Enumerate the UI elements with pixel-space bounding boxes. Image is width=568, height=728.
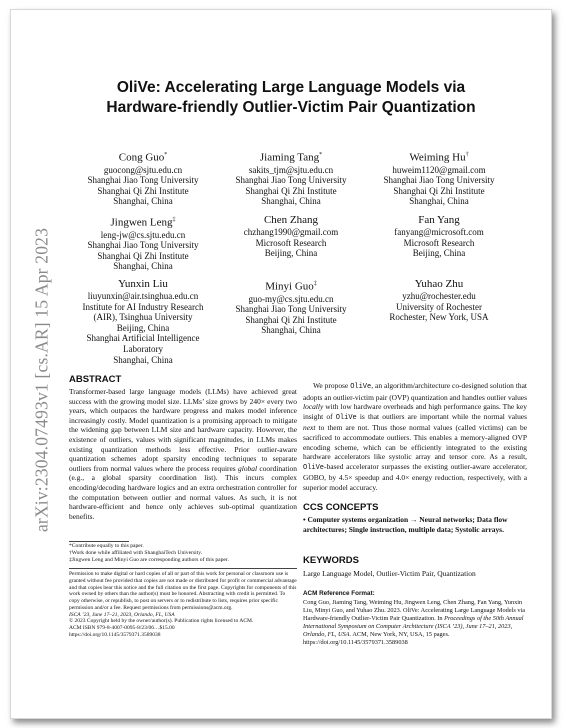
author-block: Yuhao Zhu yzhu@rochester.edu University of Rochester Rochester, New York, USA [389,278,489,323]
ccs-concepts: • Computer systems organization → Neural networks; Data flow architectures; Single instruction, multiple data; Systolic arrays. [303,515,508,534]
author-block: Chen Zhang chzhang1990@gmail.com Microsoft Research Beijing, China [243,214,339,259]
ccs-heading: CCS CONCEPTS [303,502,379,513]
author-block: Fan Yang fanyang@microsoft.com Microsoft Research Beijing, China [394,214,484,259]
abstract-heading: ABSTRACT [69,374,122,385]
author-block: Yunxin Liu liuyunxin@air.tsinghua.edu.cn Institute for AI Industry Research (AIR), Tsinghua University Beijing, China Shanghai Artificial Intelligence Laboratory Shanghai, China [82,278,204,365]
keywords-heading: KEYWORDS [303,555,359,566]
abstract-body: Transformer-based large language models (LLMs) have achieved great success with the growing model size. LLMs’ size grows by 240× every two years, which outpaces the hardware progress and makes model inference increasingly costly. Model quantization is a promising approach to mitigate the widening gap between LLM size and hardware capacity. However, the existence of outliers, values with significant magnitudes, in LLMs makes existing quantization methods less effective. Prior outlier-aware quantization schemes adopt sparsity encoding techniques to separate outliers from normal values where the process requires global coordination (e.g., a global sparsity coordination list). This incurs complex encoding/decoding hardware logics and an extra orchestration controller for the computation between outlier and normal values. As such, it is not hardware-efficient and hence only achieves sub-optimal quantization benefits. [69,387,297,521]
permission-notice: Permission to make digital or hard copies of all or part of this work for personal or classroom use is granted without fee provided that copies are not made or distributed for profit or commercial advantage and that copies bear this notice and the full citation on the first page. Copyrights for components of this work owned by others than the author(s) must be honored. Abstracting with credit is permitted. To copy otherwise, or republish, to post on servers or to redistribute to lists, requires prior specific permission and/or a fee. Request permissions from permissions@acm.org. ISCA ’23, June 17–21, 2023, Orlando, FL, USA © 2023 Copyright held by the owner/author(s). Publication rights licensed to ACM. ACM ISBN 979-8-4007-0095-8/23/06…$15.00 https://doi.org/10.1145/3579371.3589038 [69,571,297,638]
keywords-text: Large Language Model, Outlier-Victim Pair, Quantization [303,569,476,578]
reference-format-heading: ACM Reference Format: [303,590,375,597]
author-block: Jiaming Tang* sakits_tjm@sjtu.edu.cn Shanghai Jiao Tong University Shanghai Qi Zhi Institute Shanghai, China [235,151,347,207]
author-block: Weiming Hu† huweim1120@gmail.com Shanghai Jiao Tong University Shanghai Qi Zhi Institute Shanghai, China [383,151,495,207]
paper-title: OliVe: Accelerating Large Language Models via Hardware-friendly Outlier-Victim Pair Quantization [106,79,476,116]
author-block: Minyi Guo‡ guo-my@cs.sjtu.edu.cn Shanghai Jiao Tong University Shanghai Qi Zhi Institute Shanghai, China [235,280,347,336]
permission-rule [69,568,297,569]
author-block: Jingwen Leng‡ leng-jw@cs.sjtu.edu.cn Shanghai Jiao Tong University Shanghai Qi Zhi Institute Shanghai, China [87,216,199,272]
arxiv-stamp: arXiv:2304.07493v1 [cs.AR] 15 Apr 2023 [31,227,52,533]
author-block: Cong Guo* guocong@sjtu.edu.cn Shanghai Jiao Tong University Shanghai Qi Zhi Institute Shanghai, China [87,151,199,207]
footnote-rule [69,541,129,542]
footnotes: *Contribute equally to this paper. †Work done while affiliated with ShanghaiTech University. ‡Jingwen Leng and Minyi Guo are corresponding authors of this paper. [69,543,229,564]
intro-paragraph: We propose OliVe, an algorithm/architecture co-designed solution that adopts an outlier-victim pair (OVP) quantization and handles outlier values locally with low hardware overheads and high performance gains. The key insight of OliVe is that outliers are important while the normal values next to them are not. Thus those normal values (called victims) can be sacrificed to accommodate outliers. This enables a memory-aligned OVP encoding scheme, which can be efficiently integrated to the existing hardware accelerators like systolic array and tensor core. As a result, OliVe-based accelerator surpasses the existing outlier-aware accelerator, GOBO, by 4.5× speedup and 4.0× energy reduction, respectively, with a superior model accuracy. [303,381,527,492]
reference-format: Cong Guo, Jiaming Tang, Weiming Hu, Jingwen Leng, Chen Zhang, Fan Yang, Yunxin Liu, Minyi Guo, and Yuhao Zhu. 2023. OliVe: Accelerating Large Language Models via Hardware-friendly Outlier-Victim Pair Quantization. In Proceedings of the 50th Annual International Symposium on Computer Architecture (ISCA ’23), June 17–21, 2023, Orlando, FL, USA. ACM, New York, NY, USA, 15 pages. https://doi.org/10.1145/3579371.3589038 [303,599,526,646]
paper-page [10,9,552,719]
